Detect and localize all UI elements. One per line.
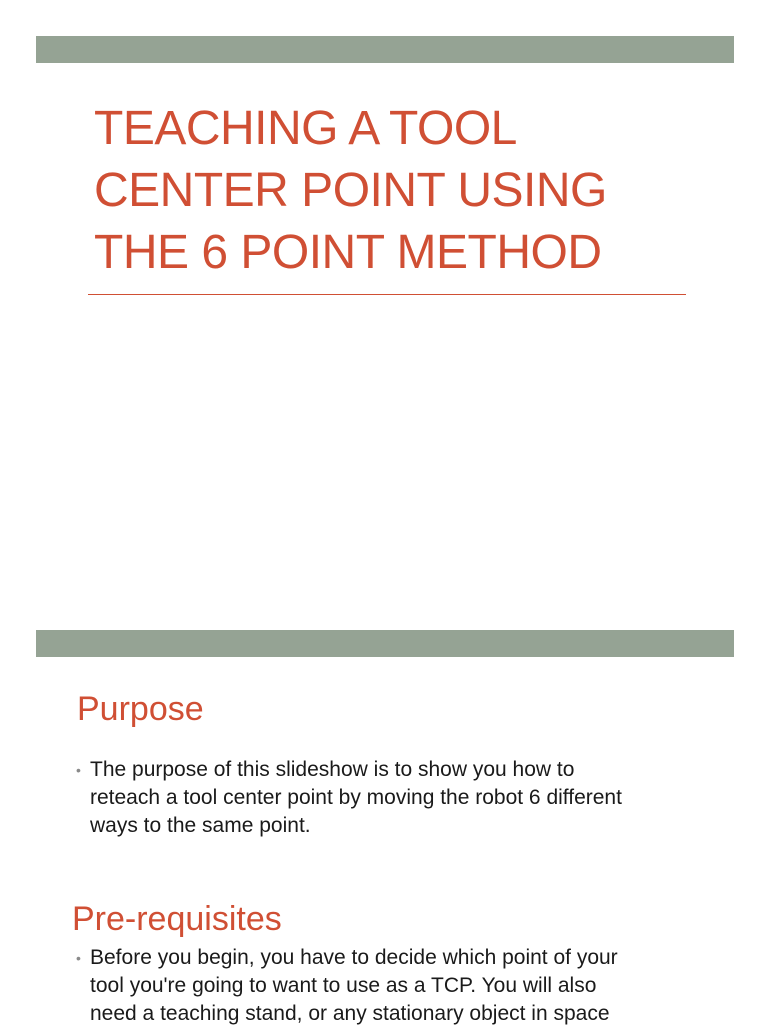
prereq-line-1: Before you begin, you have to decide which point of your bbox=[90, 946, 618, 969]
title-underline bbox=[88, 294, 686, 295]
title-line-2: CENTER POINT USING bbox=[94, 164, 607, 217]
purpose-line-1: The purpose of this slideshow is to show you how to bbox=[90, 758, 575, 781]
purpose-heading: Purpose bbox=[77, 690, 204, 728]
purpose-bullet bbox=[76, 756, 716, 840]
prereq-line-3: need a teaching stand, or any stationary object in space bbox=[90, 1002, 610, 1025]
title-line-1: TEACHING A TOOL bbox=[94, 102, 517, 155]
prerequisites-bullet bbox=[76, 944, 716, 1028]
title-line-3: THE 6 POINT METHOD bbox=[94, 226, 602, 279]
purpose-line-2: reteach a tool center point by moving the robot 6 different bbox=[90, 786, 622, 809]
slide1-top-bar bbox=[36, 36, 734, 63]
bullet-icon: • bbox=[76, 950, 81, 966]
prerequisites-heading: Pre-requisites bbox=[72, 900, 282, 938]
slide2-top-bar bbox=[36, 630, 734, 657]
slide1-title bbox=[94, 98, 714, 284]
prereq-line-2: tool you're going to want to use as a TCP. You will also bbox=[90, 974, 597, 997]
purpose-line-3: ways to the same point. bbox=[90, 814, 311, 837]
bullet-icon: • bbox=[76, 762, 81, 778]
